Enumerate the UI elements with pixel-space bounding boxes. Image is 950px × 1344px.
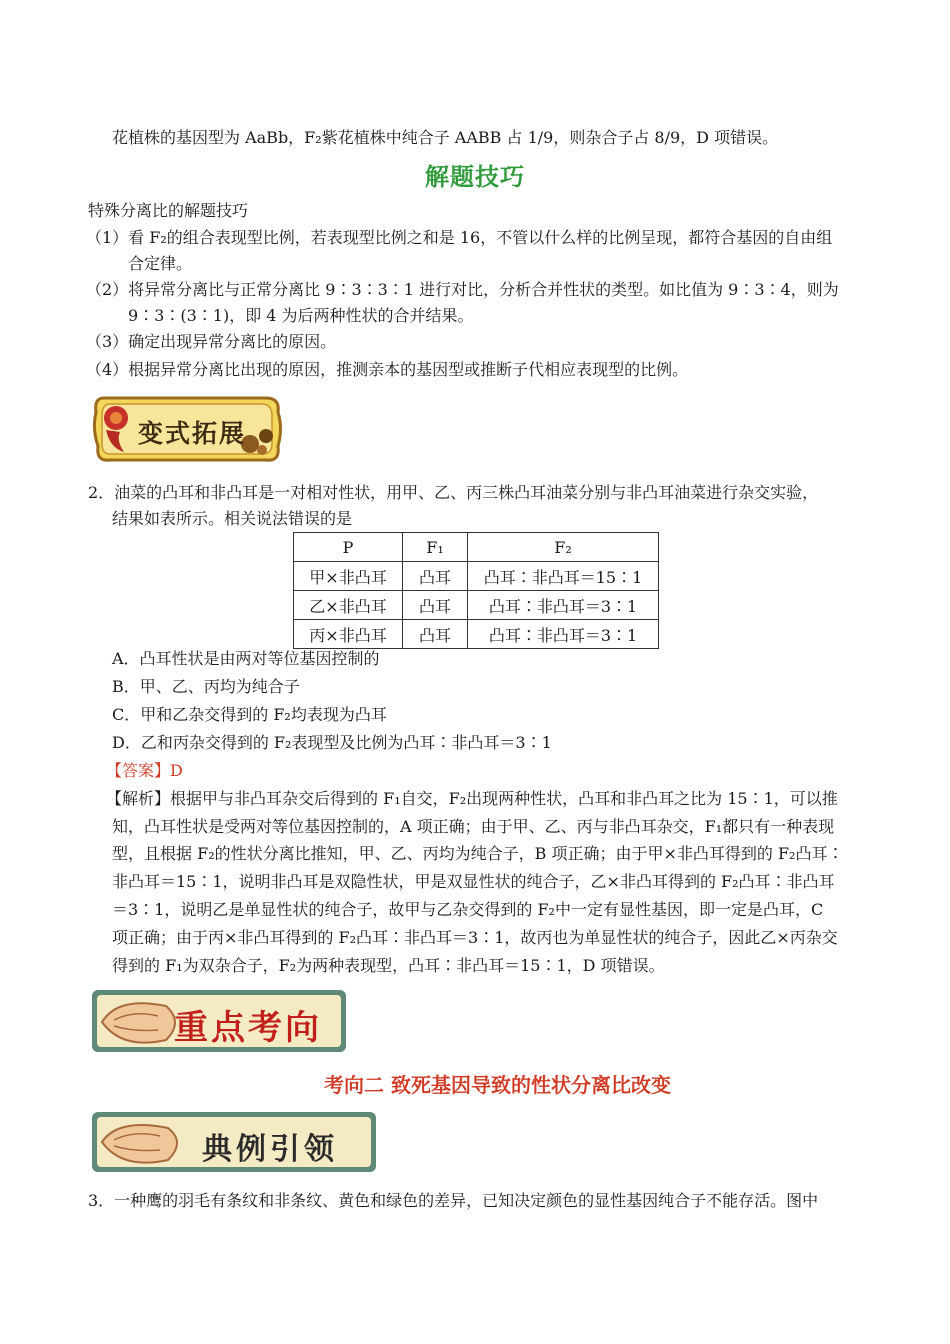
q2-analysis-line-7: 得到的 F₁为双杂合子，F₂为两种表现型，凸耳∶非凸耳＝15∶1，D 项错误。	[112, 956, 665, 975]
q2-analysis-line-6: 项正确；由于丙×非凸耳得到的 F₂凸耳∶非凸耳＝3∶1，故丙也为单显性状的纯合子，因此乙×丙杂交	[112, 928, 838, 947]
q2-option-d: D．乙和丙杂交得到的 F₂表现型及比例为凸耳∶非凸耳＝3∶1	[112, 733, 552, 752]
tip-item-1-cont: 合定律。	[128, 254, 193, 273]
tip-item-2: （2）将异常分离比与正常分离比 9∶3∶3∶1 进行对比，分析合并性状的类型。如比值为 9∶3∶4，则为	[86, 280, 839, 299]
continued-analysis-line: 花植株的基因型为 AaBb，F₂紫花植株中纯合子 AABB 占 1/9，则杂合子占 8/9，D 项错误。	[112, 128, 779, 147]
q2-analysis-line-4: 非凸耳＝15∶1，说明非凸耳是双隐性状，甲是双显性状的纯合子，乙×非凸耳得到的 F₂凸耳∶非凸耳	[112, 872, 835, 891]
analysis-text: 根据甲与非凸耳杂交后得到的 F₁自交，F₂出现两种性状，凸耳和非凸耳之比为 15∶1，可以推	[170, 789, 838, 808]
table-cell: 凸耳∶非凸耳＝15∶1	[468, 562, 659, 591]
table-row	[294, 562, 659, 591]
q2-option-a: A．凸耳性状是由两对等位基因控制的	[112, 649, 380, 668]
table-cell: 凸耳	[403, 591, 468, 620]
table-row	[294, 620, 659, 649]
q2-result-table	[293, 532, 659, 649]
tip-item-1: （1）看 F₂的组合表现型比例，若表现型比例之和是 16，不管以什么样的比例呈现，都符合基因的自由组	[86, 228, 833, 247]
example-banner	[88, 1108, 380, 1176]
q2-analysis-line-2: 知，凸耳性状是受两对等位基因控制的，A 项正确；由于甲、乙、丙与非凸耳杂交，F₁都只有一种表现	[112, 817, 835, 836]
table-cell: 凸耳∶非凸耳＝3∶1	[468, 620, 659, 649]
tip-item-4: （4）根据异常分离比出现的原因，推测亲本的基因型或推断子代相应表现型的比例。	[86, 360, 689, 379]
q2-analysis-line-5: ＝3∶1，说明乙是单显性状的纯合子，故甲与乙杂交得到的 F₂中一定有显性基因，即一定是凸耳，C	[112, 900, 824, 919]
table-header-cell: F₂	[468, 533, 659, 562]
example-banner-label: 典例引领	[202, 1132, 338, 1167]
q2-analysis-line-3: 型，且根据 F₂的性状分离比推知，甲、乙、丙均为纯合子，B 项正确；由于甲×非凸耳得到的 F₂凸耳∶	[112, 844, 844, 863]
variant-banner-label: 变式拓展	[138, 419, 247, 448]
table-header-row	[294, 533, 659, 562]
table-cell: 凸耳	[403, 620, 468, 649]
tips-intro: 特殊分离比的解题技巧	[88, 201, 249, 220]
q2-analysis-line-1	[106, 788, 838, 810]
section-title: 考向二 致死基因导致的性状分离比改变	[324, 1073, 671, 1097]
q2-option-b: B．甲、乙、丙均为纯合子	[112, 677, 300, 696]
q2-stem: 2．油菜的凸耳和非凸耳是一对相对性状，用甲、乙、丙三株凸耳油菜分别与非凸耳油菜进行杂交实验，	[88, 483, 819, 502]
q2-stem-cont: 结果如表所示。相关说法错误的是	[112, 509, 353, 528]
table-header-cell: P	[294, 533, 403, 562]
tips-heading: 解题技巧	[425, 162, 525, 191]
q2-option-c: C．甲和乙杂交得到的 F₂均表现为凸耳	[112, 705, 387, 724]
q2-answer	[106, 760, 183, 782]
table-row	[294, 591, 659, 620]
q3-stem: 3．一种鹰的羽毛有条纹和非条纹、黄色和绿色的差异，已知决定颜色的显性基因纯合子不能存活。图中	[88, 1191, 819, 1210]
analysis-label: 【解析】	[106, 789, 171, 808]
key-direction-label: 重点考向	[174, 1008, 322, 1048]
table-header-cell: F₁	[403, 533, 468, 562]
answer-value: D	[170, 761, 183, 780]
tip-item-3: （3）确定出现异常分离比的原因。	[86, 332, 337, 351]
table-cell: 凸耳∶非凸耳＝3∶1	[468, 591, 659, 620]
tip-item-2-cont: 9∶3∶(3∶1)，即 4 为后两种性状的合并结果。	[128, 306, 474, 325]
table-cell: 丙×非凸耳	[294, 620, 403, 649]
table-cell: 乙×非凸耳	[294, 591, 403, 620]
key-direction-banner	[88, 986, 350, 1056]
table-cell: 甲×非凸耳	[294, 562, 403, 591]
answer-label: 【答案】	[106, 761, 171, 780]
table-cell: 凸耳	[403, 562, 468, 591]
variant-banner	[90, 390, 285, 468]
